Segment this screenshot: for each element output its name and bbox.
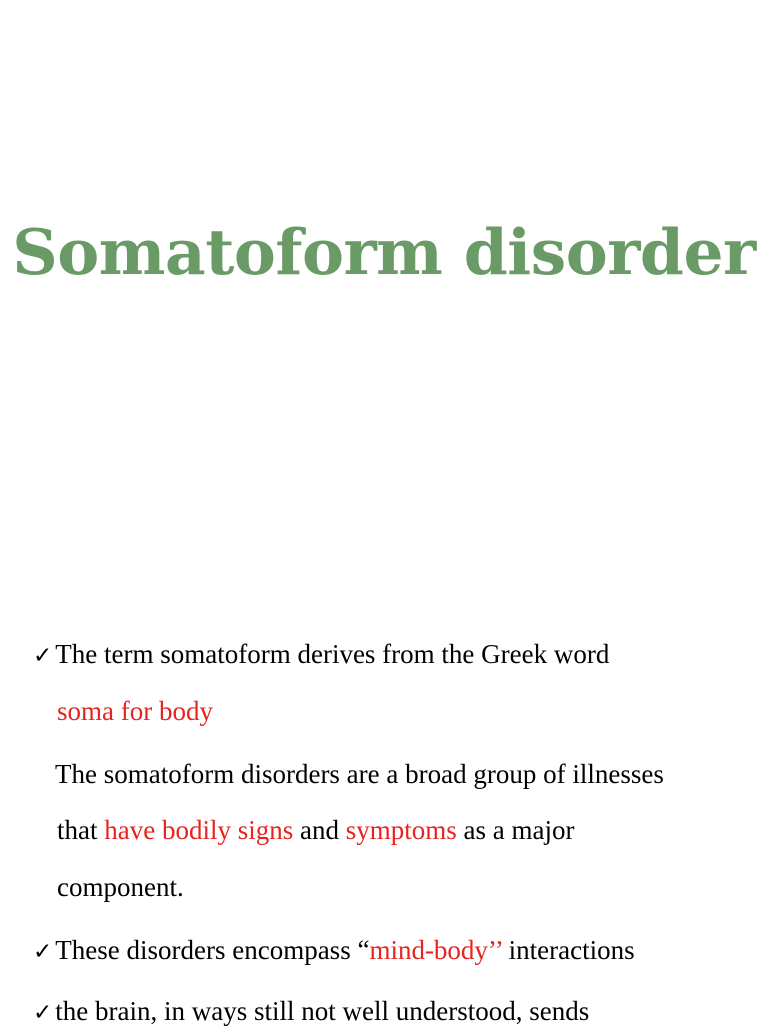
text-segment: that — [57, 815, 105, 845]
checkmark-icon: ✓ — [33, 1000, 53, 1026]
text-segment: as a major — [456, 815, 575, 845]
checkmark-icon: ✓ — [33, 939, 53, 965]
bullet-item-mind-body — [33, 932, 635, 970]
highlight-bodily-signs: have bodily signs — [104, 815, 294, 845]
highlight-soma-for-body: soma for body — [57, 696, 213, 726]
slide-title: Somatoform disorder — [12, 215, 756, 289]
bullet-text: interactions — [501, 935, 635, 965]
highlight-mind-body: mind-body’’ — [369, 935, 502, 965]
paragraph-line-2 — [57, 812, 574, 848]
paragraph-line-3: component. — [57, 872, 184, 902]
bullet-item-greek-word — [33, 636, 609, 674]
bullet-text: The term somatoform derives from the Greek word — [55, 639, 610, 669]
bullet-item-brain — [33, 993, 589, 1031]
bullet-text: These disorders encompass “ — [55, 935, 370, 965]
text-segment: and — [293, 815, 346, 845]
checkmark-icon: ✓ — [33, 643, 53, 669]
highlight-symptoms: symptoms — [345, 815, 457, 845]
paragraph-line-1: The somatoform disorders are a broad group of illnesses — [55, 759, 664, 789]
bullet-text: the brain, in ways still not well understood, sends — [55, 996, 590, 1026]
